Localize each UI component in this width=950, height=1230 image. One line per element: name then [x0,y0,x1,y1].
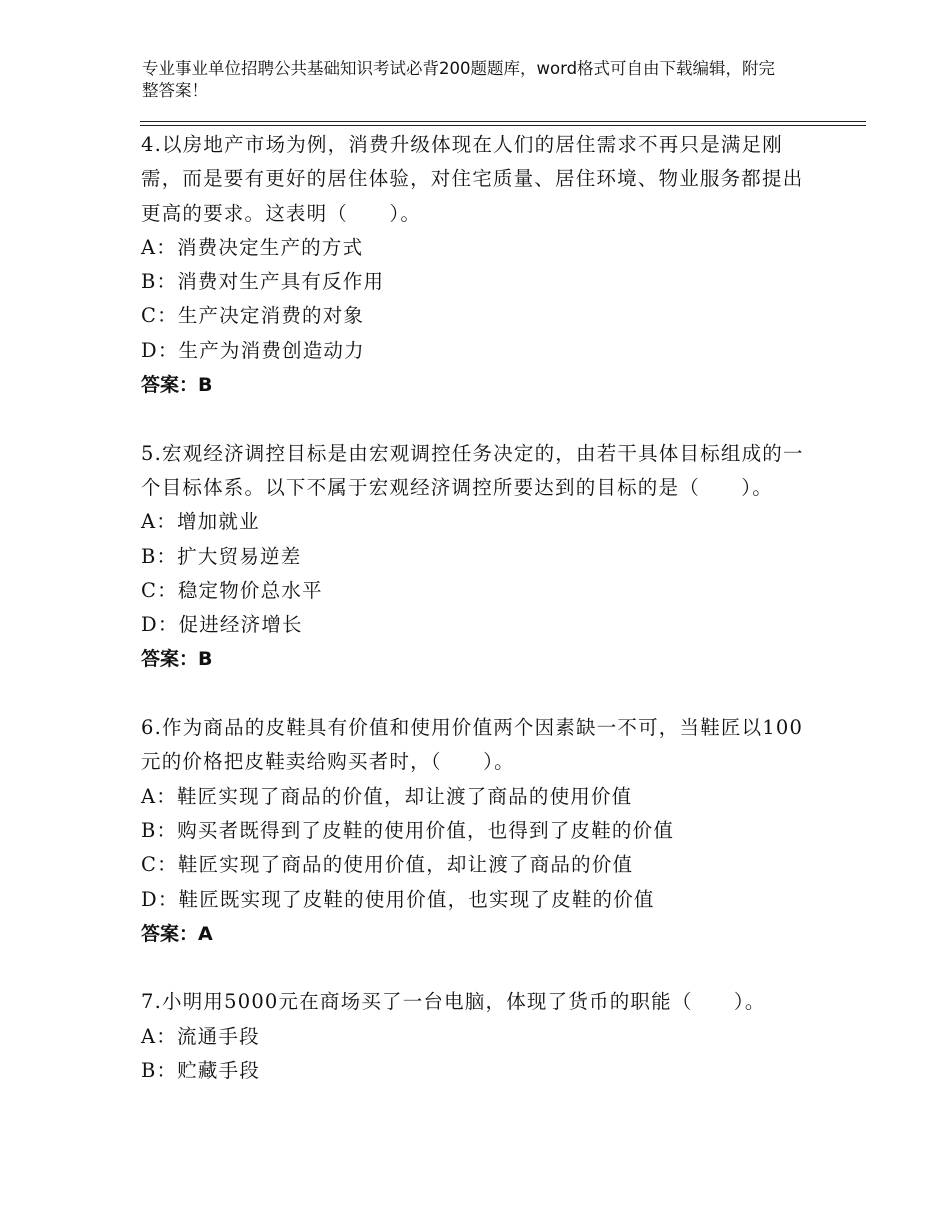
spacer [141,402,821,436]
option-d: D：生产为消费创造动力 [141,338,365,362]
option-a: A：增加就业 [141,510,260,534]
question-text: 4.以房地产市场为例，消费升级体现在人们的居住需求不再只是满足刚需，而是要有更好的居住体验，对住宅质量、居住环境、物业服务都提出更高的要求。这表明（ ）。 [141,133,804,225]
option-b: B：消费对生产具有反作用 [141,270,385,294]
question-6 [141,711,821,951]
option-d: D：鞋匠既实现了皮鞋的使用价值，也实现了皮鞋的价值 [141,887,655,911]
answer-value: A [198,922,213,945]
option-b: B：贮藏手段 [141,1059,261,1083]
question-4 [141,128,821,402]
header-title: 专业事业单位招聘公共基础知识考试必背200题题库，word格式可自由下载编辑，附完整答案！ [142,59,776,100]
spacer [141,951,821,985]
option-a: A：流通手段 [141,1024,260,1048]
answer-value: B [198,648,213,671]
option-c: C：鞋匠实现了商品的使用价值，却让渡了商品的价值 [141,853,634,877]
answer-label: 答案： [141,922,199,945]
answer-line [141,642,821,676]
question-text: 5.宏观经济调控目标是由宏观调控任务决定的，由若干具体目标组成的一个目标体系。以下不属于宏观经济调控所要达到的目标的是（ ）。 [141,441,804,499]
question-5 [141,437,821,677]
option-a: A：消费决定生产的方式 [141,235,364,259]
option-b: B：购买者既得到了皮鞋的使用价值，也得到了皮鞋的价值 [141,818,675,842]
answer-line [141,368,821,402]
header-divider-bottom [140,125,866,126]
answer-label: 答案： [141,648,199,671]
answer-value: B [198,374,213,397]
option-c: C：生产决定消费的对象 [141,304,365,328]
question-7 [141,985,821,1088]
option-b: B：扩大贸易逆差 [141,544,302,568]
document-header [142,58,782,102]
option-a: A：鞋匠实现了商品的价值，却让渡了商品的使用价值 [141,784,633,808]
header-divider-top [140,121,866,122]
question-list [141,128,821,1088]
spacer [141,677,821,711]
question-text: 7.小明用5000元在商场买了一台电脑，体现了货币的职能（ ）。 [141,990,766,1014]
question-text: 6.作为商品的皮鞋具有价值和使用价值两个因素缺一不可，当鞋匠以100元的价格把皮鞋卖给购买者时，（ ）。 [141,716,804,774]
option-d: D：促进经济增长 [141,613,303,637]
answer-line [141,917,821,951]
option-c: C：稳定物价总水平 [141,578,323,602]
answer-label: 答案： [141,374,199,397]
